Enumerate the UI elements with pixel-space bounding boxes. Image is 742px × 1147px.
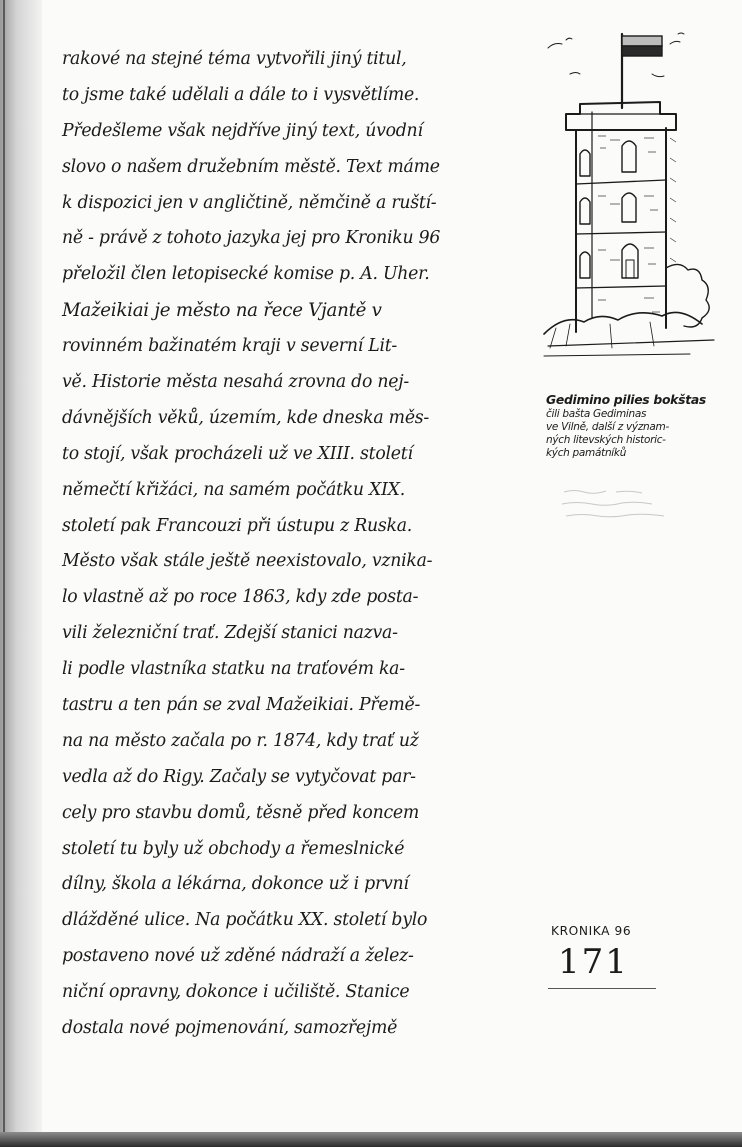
text-line: vě. Historie města nesahá zrovna do nej- — [62, 372, 409, 393]
gediminas-tower-illustration — [540, 28, 722, 364]
text-line: rovinném bažinatém kraji v severní Lit- — [62, 336, 398, 357]
caption-line: kých památníků — [546, 447, 627, 459]
handwritten-text-column — [62, 42, 546, 1047]
text-line: dostala nové pojmenování, samozřejmě — [62, 1018, 398, 1039]
text-line: to stojí, však procházeli už ve XIII. století — [62, 443, 413, 464]
page-number-underline — [548, 988, 656, 989]
text-line: němečtí křižáci, na samém počátku XIX. — [62, 479, 405, 500]
text-line: rakové na stejné téma vytvořili jiný titul, — [62, 49, 407, 69]
text-line: století pak Francouzi při ústupu z Ruska. — [62, 515, 413, 536]
text-line: niční opravny, dokonce i učiliště. Stanice — [62, 982, 410, 1003]
binding-shadow — [0, 0, 42, 1135]
caption-line: ných litevských historic- — [546, 434, 666, 446]
text-line: to jsme také udělali a dále to i vysvětlíme. — [62, 84, 420, 105]
text-line: na na město začala po r. 1874, kdy trať už — [62, 730, 419, 751]
text-line: vedla až do Rigy. Začaly se vytyčovat par- — [62, 766, 416, 787]
text-line: dlážděné ulice. Na počátku XX. století bylo — [62, 910, 428, 931]
text-line: tastru a ten pán se zval Mažeikiai. Přemě- — [62, 695, 421, 716]
page-bottom-shadow — [0, 1132, 742, 1147]
caption-title: Gedimino pilies bokštas — [546, 392, 706, 407]
text-line: Město však stále ještě neexistovalo, vznika- — [62, 551, 433, 572]
binding-edge — [3, 0, 5, 1135]
show-through-marks — [560, 486, 710, 526]
text-line: slovo o našem družebním městě. Text máme — [62, 156, 440, 177]
text-line: li podle vlastníka statku na traťovém ka- — [62, 659, 405, 680]
text-line: Mažeikiai je město na řece Vjantě v — [62, 300, 382, 322]
text-line: století tu byly už obchody a řemeslnické — [62, 838, 405, 859]
text-line: dávnějších věků, územím, kde dneska měs- — [62, 407, 429, 428]
caption-lines — [546, 408, 734, 460]
caption-line: ve Vilně, další z význam- — [546, 421, 669, 433]
illustration-caption — [546, 392, 734, 460]
chronicle-label: KRONIKA 96 — [551, 924, 632, 938]
text-line: dílny, škola a lékárna, dokonce už i první — [62, 874, 409, 895]
text-line: lo vlastně až po roce 1863, kdy zde posta- — [62, 587, 419, 608]
caption-line: čili bašta Gediminas — [546, 408, 647, 420]
text-line: Předešleme však nejdříve jiný text, úvodní — [62, 120, 423, 141]
text-line: vili železniční trať. Zdejší stanici nazva- — [62, 623, 398, 644]
text-line: cely pro stavbu domů, těsně před koncem — [62, 802, 419, 823]
text-line: postaveno nové už zděné nádraží a želez- — [62, 946, 414, 967]
text-line: ně - právě z tohoto jazyka jej pro Kroniku 96 — [62, 228, 441, 249]
page-number: 171 — [558, 942, 629, 982]
text-line: k dispozici jen v angličtině, němčině a ruští- — [62, 192, 437, 213]
text-line: přeložil člen letopisecké komise p. A. Uher. — [62, 264, 430, 285]
